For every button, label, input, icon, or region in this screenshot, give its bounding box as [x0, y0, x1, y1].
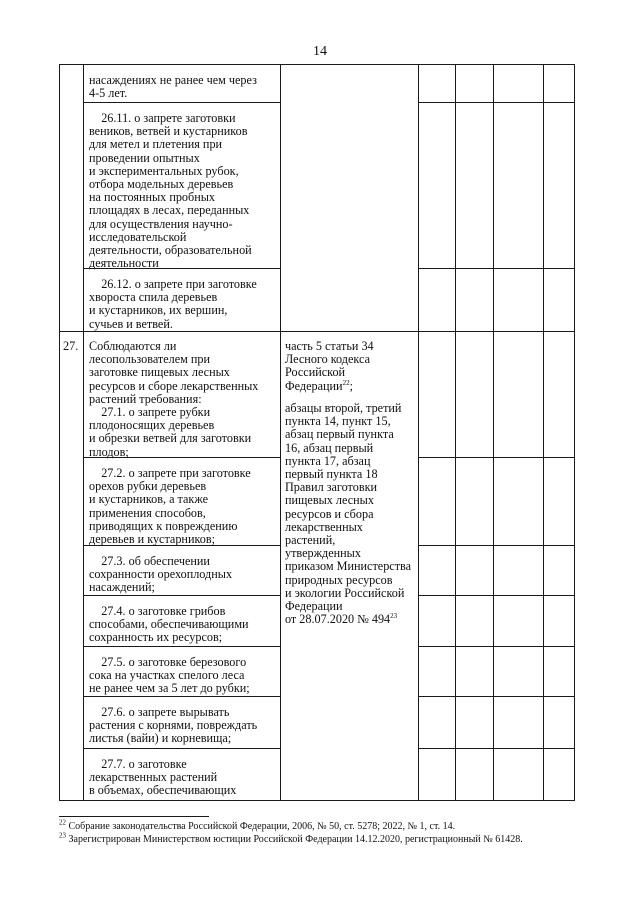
col-border-yes [455, 64, 456, 801]
footnote-ref-23: 23 [390, 611, 398, 620]
answer-divider [418, 646, 575, 647]
item-27-7: 27.7. о заготовке лекарственных растений в объемах, обеспечивающих [89, 757, 237, 798]
footnote-22-mark: 22 [59, 818, 66, 827]
footnote-22-text: Собрание законодательства Российской Федерации, 2006, № 50, ст. 5278; 2022, № 1, ст. 14. [66, 821, 456, 832]
answer-divider [418, 268, 575, 269]
item-26-12: 26.12. о запрете при заготовке хвороста спила деревьев и кустарников, их вершин, сучьев и ветвей. [89, 277, 257, 331]
answer-divider [418, 457, 575, 458]
legal-reference-2: абзацы второй, третий пункта 14, пункт 15, абзац первый пункта 16, абзац первый пункта 17, абзац первый пункта 18 Правил заготовки пищевых лесных ресурсов и сбора лекарственных растений, утвержденных приказом Министерства природных ресурсов и экологии Российской Федерации [285, 401, 412, 614]
footnote-23-mark: 23 [59, 831, 66, 840]
footnote-23 [59, 831, 523, 846]
item-27-2: 27.2. о запрете при заготовке орехов рубки деревьев и кустарников, а также применения способов, приводящих к повреждению деревьев и кустарников; [89, 466, 251, 547]
col-border-right [574, 64, 575, 801]
answer-divider [418, 102, 575, 103]
footnote-23-text: Зарегистрирован Министерством юстиции Российской Федерации 14.12.2020, регистрационный № 61428. [66, 834, 523, 845]
answer-divider [418, 595, 575, 596]
item-27-5: 27.5. о заготовке березового сока на участках спелого леса не ранее чем за 5 лет до рубки; [89, 655, 250, 696]
item-26-11: 26.11. о запрете заготовки веников, ветвей и кустарников для метел и плетения при проведении опытных и экспериментальных рубок, отбора модельных деревьев на постоянных пробных площадях в лесах, переданных для осуществления научно- исследовательской деятельности, образовательной деятельности [89, 111, 252, 271]
answer-divider [418, 545, 575, 546]
footnote-22 [59, 818, 456, 833]
item-27-3: 27.3. об обеспечении сохранности орехоплодных насаждений; [89, 554, 233, 595]
col-border-no [493, 64, 494, 801]
item-27-6: 27.6. о запрете вырывать растения с корнями, повреждать листья (вайи) и корневища; [89, 705, 258, 746]
answer-divider [418, 748, 575, 749]
checklist-table [59, 64, 575, 801]
row-number: 27. [63, 339, 79, 353]
legal-reference-1-end: ; [349, 378, 353, 393]
col-border-reference [418, 64, 419, 801]
item-27-1: 27.1. о запрете рубки плодоносящих деревьев и обрезки ветвей для заготовки плодов; [89, 405, 252, 459]
legal-reference-2-date [285, 613, 397, 626]
legal-reference-2-date-text: от 28.07.2020 № 494 [285, 612, 391, 626]
item-27-4: 27.4. о заготовке грибов способами, обеспечивающими сохранность их ресурсов; [89, 604, 249, 645]
answer-divider [418, 696, 575, 697]
item-26-10-continuation: насаждениях не ранее чем через 4-5 лет. [89, 73, 257, 101]
legal-reference-1 [285, 340, 374, 393]
col-border-left [59, 64, 60, 801]
legal-reference-1-text: часть 5 статьи 34 Лесного кодекса Российской Федерации [285, 339, 374, 393]
footnote-ref-22: 22 [342, 378, 350, 387]
page-number: 14 [313, 44, 327, 59]
col-border-na [543, 64, 544, 801]
footnote-rule [59, 816, 209, 817]
question-27-intro: Соблюдаются ли лесопользователем при заготовке пищевых лесных ресурсов и сборе лекарственных растений требования: [89, 339, 259, 406]
